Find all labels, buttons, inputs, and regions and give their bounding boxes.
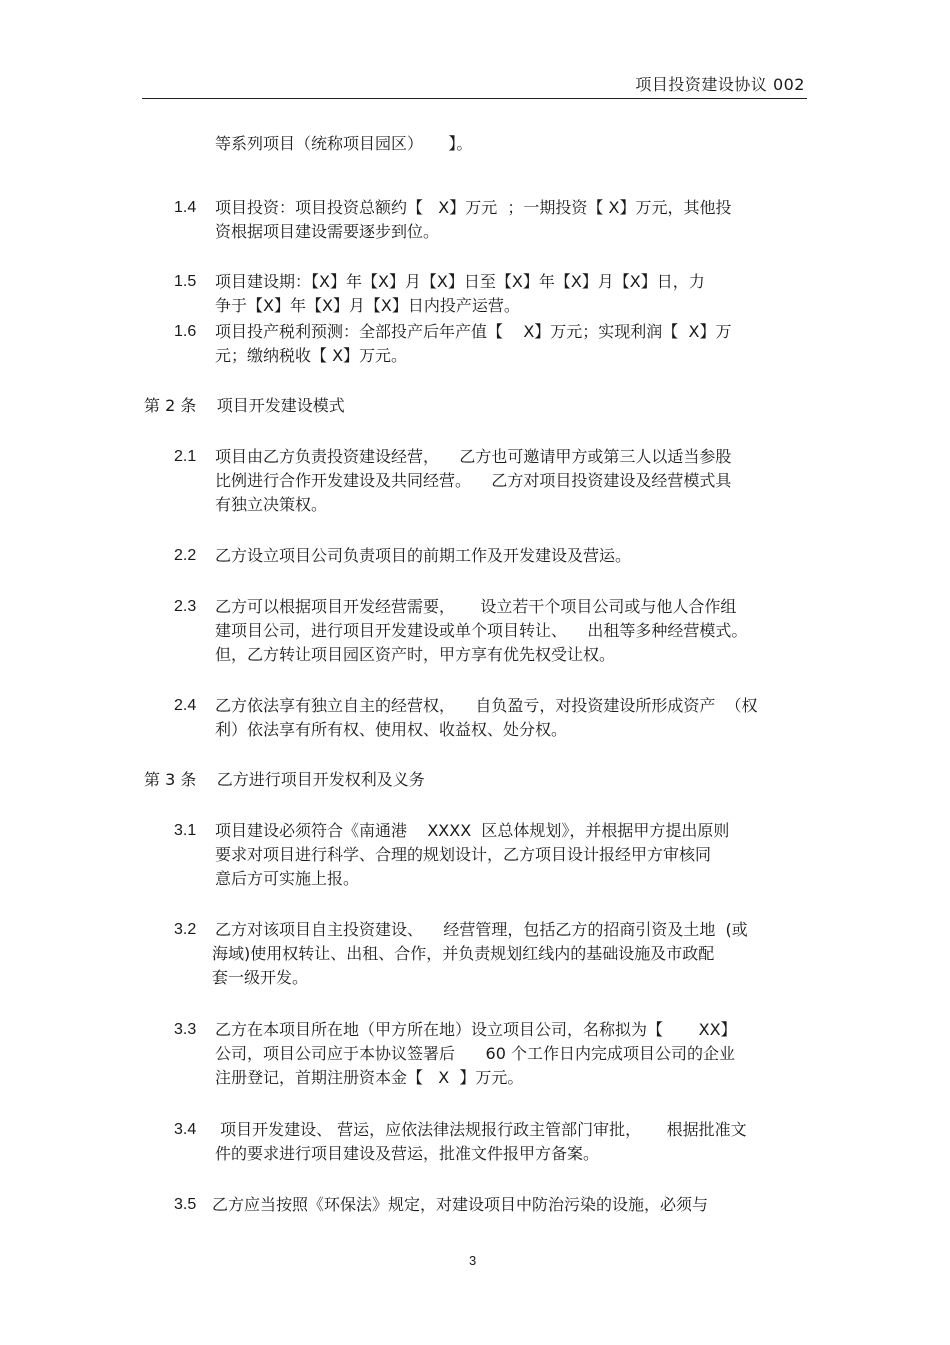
item-number-3-1: 3.1 xyxy=(174,822,197,839)
item-1-6-line-2: 元；缴纳税收【 X】万元。 xyxy=(215,346,408,365)
item-3-2-line-2: 海域)使用权转让、出租、合作，并负责规划红线内的基础设施及市政配 xyxy=(212,944,715,963)
header-title: 项目投资建设协议 002 xyxy=(635,75,805,94)
item-3-3-line-1: 乙方在本项目所在地（甲方所在地）设立项目公司，名称拟为【 XX】 xyxy=(215,1020,737,1039)
item-3-2-line-3: 套一级开发。 xyxy=(212,968,309,987)
item-3-5-line-1: 乙方应当按照《环保法》规定，对建设项目中防治污染的设施，必须与 xyxy=(212,1195,709,1214)
item-3-1-line-3: 意后方可实施上报。 xyxy=(215,869,360,888)
item-1-4-line-2: 资根据项目建设需要逐步到位。 xyxy=(215,222,440,241)
item-2-1-line-2: 比例进行合作开发建设及共同经营。 乙方对项目投资建设及经营模式具 xyxy=(215,471,732,490)
item-number-3-2: 3.2 xyxy=(174,921,197,938)
item-number-1-4: 1.4 xyxy=(174,199,197,216)
item-1-5-line-2: 争于【X】年【X】月【X】日内投产运营。 xyxy=(215,296,520,315)
item-number-2-1: 2.1 xyxy=(174,448,197,465)
item-number-3-5: 3.5 xyxy=(174,1196,197,1213)
intro-line: 等系列项目（统称项目园区） 】。 xyxy=(215,134,473,153)
item-3-1-line-1: 项目建设必须符合《南通港 XXXX 区总体规划》，并根据甲方提出原则 xyxy=(215,821,730,840)
item-3-4-line-1: 项目开发建设、 营运，应依法律法规报行政主管部门审批， 根据批准文 xyxy=(215,1120,747,1139)
item-3-4-line-2: 件的要求进行项目建设及营运，批准文件报甲方备案。 xyxy=(215,1144,600,1163)
item-2-4-line-2: 利）依法享有所有权、使用权、收益权、处分权。 xyxy=(215,720,568,739)
item-2-1-line-1: 项目由乙方负责投资建设经营， 乙方也可邀请甲方或第三人以适当参股 xyxy=(215,447,732,466)
page-header xyxy=(142,68,807,99)
item-number-2-4: 2.4 xyxy=(174,697,197,714)
article-2-title: 第 2 条 项目开发建设模式 xyxy=(144,396,345,415)
item-3-2-line-1: 乙方对该项目自主投资建设、 经营管理，包括乙方的招商引资及土地 (或 xyxy=(215,920,748,939)
item-3-1-line-2: 要求对项目进行科学、合理的规划设计，乙方项目设计报经甲方审核同 xyxy=(215,845,712,864)
item-1-5-line-1: 项目建设期：【X】年【X】月【X】日至【X】年【X】月【X】日，力 xyxy=(215,272,705,291)
item-1-4-line-1: 项目投资：项目投资总额约【 X】万元 ；一期投资【 X】万元，其他投 xyxy=(215,198,732,217)
item-3-3-line-2: 公司，项目公司应于本协议签署后 60 个工作日内完成项目公司的企业 xyxy=(215,1044,735,1063)
item-1-6-line-1: 项目投产税利预测：全部投产后年产值【 X】万元；实现利润【 X】万 xyxy=(215,322,732,341)
article-3-title: 第 3 条 乙方进行项目开发权利及义务 xyxy=(144,770,425,789)
item-2-3-line-3: 但，乙方转让项目园区资产时，甲方享有优先权受让权。 xyxy=(215,645,616,664)
item-2-4-line-1: 乙方依法享有独立自主的经营权， 自负盈亏，对投资建设所形成资产 （权 xyxy=(215,696,758,715)
item-3-3-line-3: 注册登记，首期注册资本金【 X 】万元。 xyxy=(215,1068,524,1087)
item-number-3-3: 3.3 xyxy=(174,1021,197,1038)
item-number-3-4: 3.4 xyxy=(174,1121,197,1138)
item-2-3-line-1: 乙方可以根据项目开发经营需要， 设立若干个项目公司或与他人合作组 xyxy=(215,597,737,616)
item-2-2-line-1: 乙方设立项目公司负责项目的前期工作及开发建设及营运。 xyxy=(215,546,632,565)
item-number-1-5: 1.5 xyxy=(174,273,197,290)
item-2-3-line-2: 建项目公司，进行项目开发建设或单个项目转让、 出租等多种经营模式。 xyxy=(215,621,748,640)
item-number-2-3: 2.3 xyxy=(174,598,197,615)
item-number-1-6: 1.6 xyxy=(174,323,197,340)
item-number-2-2: 2.2 xyxy=(174,547,197,564)
page-number: 3 xyxy=(469,1253,477,1268)
item-2-1-line-3: 有独立决策权。 xyxy=(215,495,328,514)
